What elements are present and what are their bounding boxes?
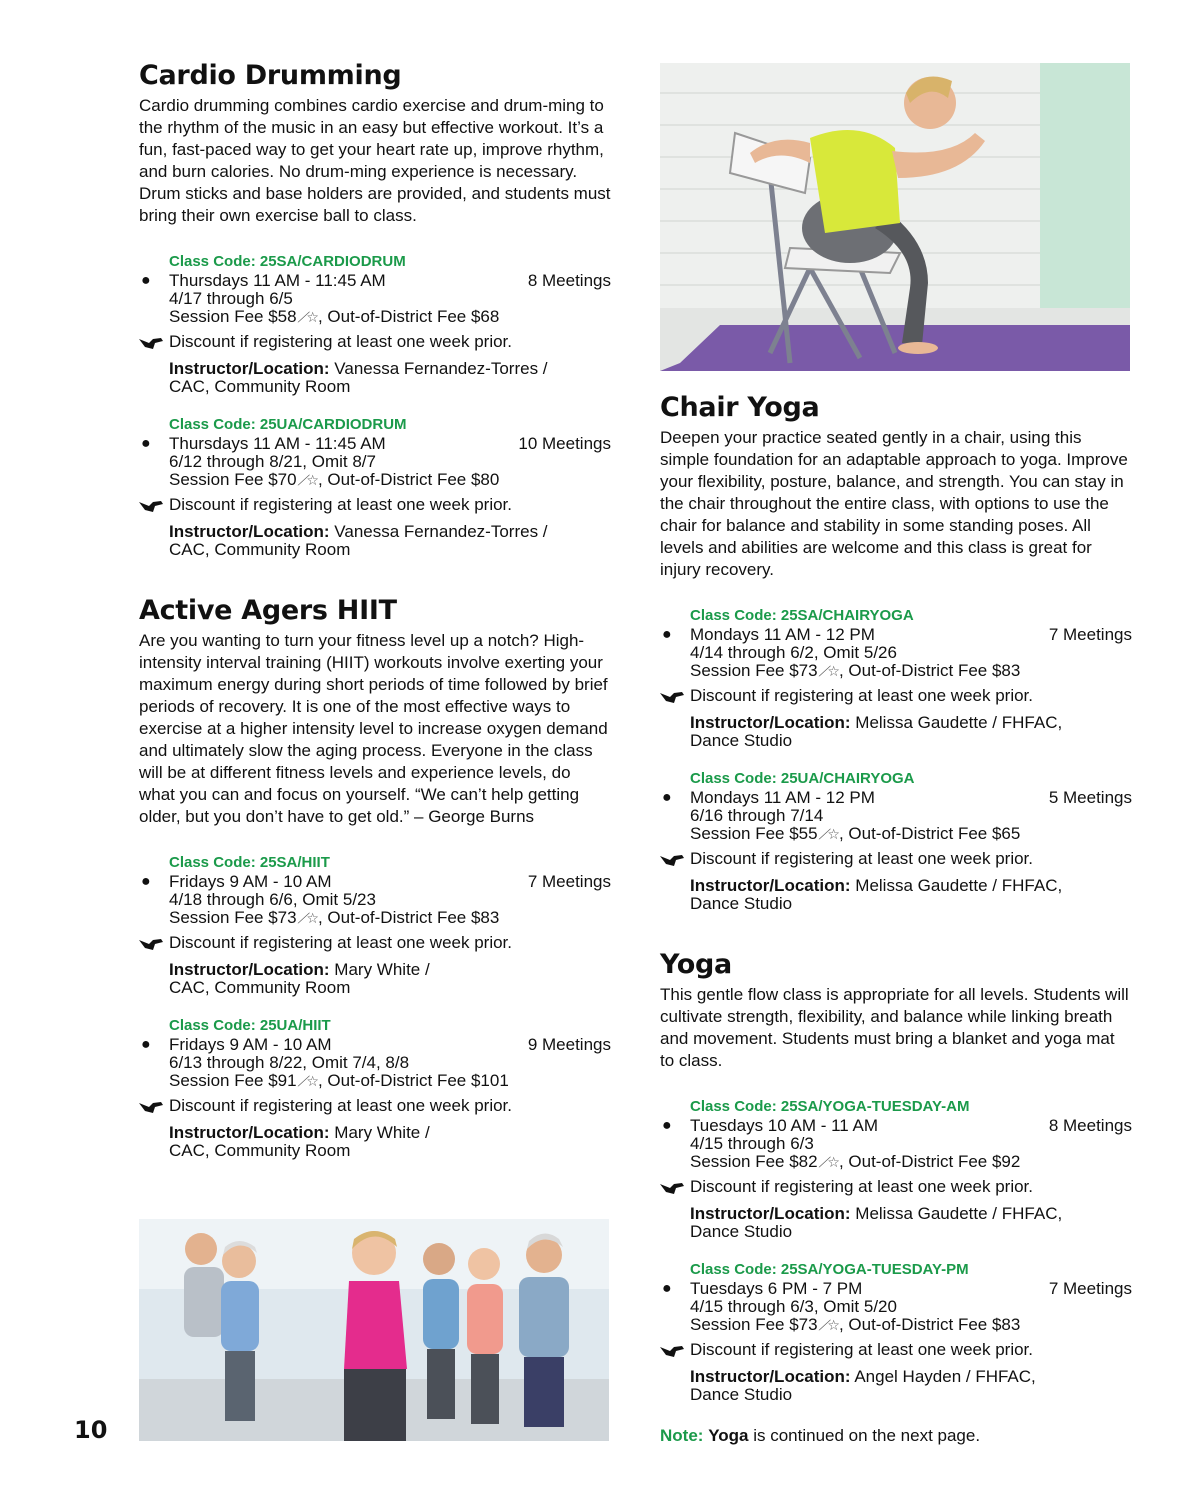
bullet-dot-icon: ●: [662, 1117, 672, 1134]
class-day: Tuesdays 6 PM - 7 PM: [690, 1279, 863, 1298]
class-code: Class Code: 25SA/HIIT: [169, 854, 330, 871]
location-name: Dance Studio: [690, 1222, 793, 1241]
out-of-district-fee: , Out-of-District Fee $83: [838, 661, 1021, 680]
class-dates: 4/18 through 6/6, Omit 5/23: [169, 890, 376, 909]
class-day: Fridays 9 AM - 10 AM: [169, 1035, 332, 1054]
class-block: [660, 1098, 1132, 1241]
class-block: [139, 854, 611, 997]
pointing-hand-icon: [139, 498, 163, 514]
discount-note: [139, 332, 611, 352]
location-name: CAC, Community Room: [169, 377, 351, 396]
right-column: [660, 392, 1132, 1446]
pointing-hand-icon: [139, 1099, 163, 1115]
discount-text: Discount if registering at least one week prior.: [169, 933, 513, 952]
discount-note: [139, 495, 611, 515]
section-title: Yoga: [660, 949, 732, 980]
location-name: CAC, Community Room: [169, 978, 351, 997]
class-dates: 4/17 through 6/5: [169, 289, 293, 308]
session-fee: Session Fee $58: [169, 307, 297, 326]
out-of-district-fee: , Out-of-District Fee $83: [317, 908, 500, 927]
active-agers-photo: [139, 1219, 609, 1441]
instructor-location: [139, 961, 611, 997]
discount-note: [660, 686, 1132, 706]
class-schedule: [139, 1036, 611, 1054]
class-meetings: 7 Meetings: [1048, 625, 1132, 644]
class-block: [139, 416, 611, 559]
bullet-dot-icon: ●: [662, 626, 672, 643]
class-code: Class Code: 25SA/YOGA-TUESDAY-AM: [690, 1098, 970, 1115]
class-meetings: 7 Meetings: [1048, 1279, 1132, 1298]
bullet-dot-icon: ●: [141, 435, 151, 452]
out-of-district-fee: , Out-of-District Fee $83: [838, 1315, 1021, 1334]
class-dates: 4/14 through 6/2, Omit 5/26: [690, 643, 897, 662]
location-name: Dance Studio: [690, 1385, 793, 1404]
class-schedule: [660, 1117, 1132, 1135]
section-yoga: [660, 949, 1132, 1446]
bullet-dot-icon: ●: [141, 873, 151, 890]
class-dates: 6/12 through 8/21, Omit 8/7: [169, 452, 376, 471]
discount-text: Discount if registering at least one week prior.: [169, 1096, 513, 1115]
discount-note: [660, 1177, 1132, 1197]
discount-note: [139, 1096, 611, 1116]
session-fee: Session Fee $73: [690, 661, 818, 680]
pointing-hand-icon: [139, 936, 163, 952]
location-name: Dance Studio: [690, 731, 793, 750]
class-fees: [139, 1072, 611, 1090]
pointing-hand-icon: [660, 852, 684, 868]
class-block: [660, 770, 1132, 913]
session-fee: Session Fee $73: [169, 908, 297, 927]
instructor-label: Instructor/Location:: [690, 876, 851, 895]
session-fee: Session Fee $73: [690, 1315, 818, 1334]
class-schedule: [139, 272, 611, 290]
class-fees: [139, 471, 611, 489]
class-fees: [660, 1316, 1132, 1334]
out-of-district-fee: , Out-of-District Fee $80: [317, 470, 500, 489]
senior-discount-icon: ⟋☆: [297, 1073, 318, 1089]
section-title: Cardio Drumming: [139, 60, 402, 91]
pointing-hand-icon: [660, 1343, 684, 1359]
page-number: 10: [74, 1416, 108, 1444]
discount-text: Discount if registering at least one week prior.: [169, 332, 513, 351]
instructor-location: [660, 1205, 1132, 1241]
instructor-location: [660, 877, 1132, 913]
class-dates: 4/15 through 6/3, Omit 5/20: [690, 1297, 897, 1316]
location-name: Dance Studio: [690, 894, 793, 913]
instructor-name: Mary White /: [329, 1123, 430, 1142]
session-fee: Session Fee $91: [169, 1071, 297, 1090]
class-meetings: 8 Meetings: [1048, 1116, 1132, 1135]
section-title: Active Agers HIIT: [139, 595, 397, 626]
class-schedule: [660, 626, 1132, 644]
bullet-dot-icon: ●: [662, 1280, 672, 1297]
instructor-label: Instructor/Location:: [169, 522, 330, 541]
class-fees: [660, 1153, 1132, 1171]
class-schedule: [139, 435, 611, 453]
class-schedule: [660, 1280, 1132, 1298]
section-active-agers-hiit: [139, 595, 611, 1160]
session-fee: Session Fee $70: [169, 470, 297, 489]
bullet-dot-icon: ●: [662, 789, 672, 806]
section-title: Chair Yoga: [660, 392, 820, 423]
instructor-name: Melissa Gaudette / FHFAC,: [850, 876, 1063, 895]
senior-discount-icon: ⟋☆: [297, 309, 318, 325]
instructor-location: [660, 714, 1132, 750]
class-meetings: 9 Meetings: [527, 1035, 611, 1054]
instructor-name: Melissa Gaudette / FHFAC,: [850, 713, 1063, 732]
note-text: is continued on the next page.: [748, 1426, 981, 1445]
chair-yoga-photo: [660, 63, 1130, 371]
section-chair-yoga: [660, 392, 1132, 913]
class-dates: 4/15 through 6/3: [690, 1134, 814, 1153]
class-meetings: 10 Meetings: [518, 434, 611, 453]
class-schedule: [660, 789, 1132, 807]
class-day: Mondays 11 AM - 12 PM: [690, 788, 875, 807]
class-fees: [139, 308, 611, 326]
instructor-location: [139, 1124, 611, 1160]
class-block: [139, 253, 611, 396]
discount-text: Discount if registering at least one week prior.: [690, 849, 1034, 868]
instructor-location: [139, 360, 611, 396]
class-code: Class Code: 25UA/CHAIRYOGA: [690, 770, 915, 787]
discount-note: [660, 1340, 1132, 1360]
instructor-label: Instructor/Location:: [169, 1123, 330, 1142]
instructor-name: Mary White /: [329, 960, 430, 979]
section-description: Deepen your practice seated gently in a chair, using this simple foundation for an adaptable approach to yoga. Improve your flexibility, posture, balance, and strength. You can stay in the chair throughout the entire class, with options to use the chair for balance and stability in some standing poses. All levels and abilities are welcome and this class is great for injury recovery.: [660, 428, 1128, 579]
session-fee: Session Fee $55: [690, 824, 818, 843]
class-code: Class Code: 25SA/YOGA-TUESDAY-PM: [690, 1261, 969, 1278]
class-block: [660, 1261, 1132, 1404]
out-of-district-fee: , Out-of-District Fee $92: [838, 1152, 1021, 1171]
class-fees: [660, 825, 1132, 843]
discount-text: Discount if registering at least one week prior.: [690, 1340, 1034, 1359]
senior-discount-icon: ⟋☆: [297, 472, 318, 488]
instructor-label: Instructor/Location:: [169, 359, 330, 378]
instructor-label: Instructor/Location:: [690, 713, 851, 732]
senior-discount-icon: ⟋☆: [818, 1154, 839, 1170]
bullet-dot-icon: ●: [141, 272, 151, 289]
class-fees: [660, 662, 1132, 680]
class-block: [139, 1017, 611, 1160]
class-meetings: 5 Meetings: [1048, 788, 1132, 807]
out-of-district-fee: , Out-of-District Fee $65: [838, 824, 1021, 843]
class-code: Class Code: 25UA/HIIT: [169, 1017, 331, 1034]
class-block: [660, 607, 1132, 750]
discount-note: [660, 849, 1132, 869]
section-cardio-drumming: [139, 60, 611, 559]
class-dates: 6/16 through 7/14: [690, 806, 824, 825]
continued-note: [660, 1426, 1132, 1446]
class-day: Thursdays 11 AM - 11:45 AM: [169, 271, 386, 290]
section-description: Cardio drumming combines cardio exercise and drum-ming to the rhythm of the music in an easy but effective workout. It’s a fun, fast-paced way to get your heart rate up, improve rhythm, and burn calories. No drum-ming experience is necessary. Drum sticks and base holders are provided, and students must bring their own exercise ball to class.: [139, 96, 611, 225]
location-name: CAC, Community Room: [169, 1141, 351, 1160]
class-day: Fridays 9 AM - 10 AM: [169, 872, 332, 891]
senior-discount-icon: ⟋☆: [297, 910, 318, 926]
senior-discount-icon: ⟋☆: [818, 1317, 839, 1333]
class-day: Tuesdays 10 AM - 11 AM: [690, 1116, 879, 1135]
class-meetings: 8 Meetings: [527, 271, 611, 290]
section-description: Are you wanting to turn your fitness level up a notch? High-intensity interval training (HIIT) workouts involve exerting your maximum energy during short periods of time followed by brief periods of recovery. It is one of the most effective ways to exercise at a higher intensity level to increase oxygen demand and ultimately slow the aging process. Everyone in the class will be at different fitness levels and experience levels, do what you can and focus on yourself. “We can’t help getting older, but you don’t have to get old.” – George Burns: [139, 631, 608, 826]
class-day: Thursdays 11 AM - 11:45 AM: [169, 434, 386, 453]
senior-discount-icon: ⟋☆: [818, 826, 839, 842]
class-code: Class Code: 25SA/CHAIRYOGA: [690, 607, 914, 624]
pointing-hand-icon: [660, 689, 684, 705]
class-fees: [139, 909, 611, 927]
class-code: Class Code: 25UA/CARDIODRUM: [169, 416, 407, 433]
instructor-name: Vanessa Fernandez-Torres /: [329, 522, 548, 541]
bullet-dot-icon: ●: [141, 1036, 151, 1053]
discount-note: [139, 933, 611, 953]
discount-text: Discount if registering at least one week prior.: [690, 1177, 1034, 1196]
instructor-label: Instructor/Location:: [169, 960, 330, 979]
section-description: This gentle flow class is appropriate for all levels. Students will cultivate strength, flexibility, and balance while linking breath and movement. Students must bring a blanket and yoga mat to class.: [660, 985, 1129, 1070]
pointing-hand-icon: [660, 1180, 684, 1196]
instructor-label: Instructor/Location:: [690, 1367, 851, 1386]
senior-discount-icon: ⟋☆: [818, 663, 839, 679]
note-bold: Yoga: [708, 1426, 749, 1445]
out-of-district-fee: , Out-of-District Fee $68: [317, 307, 500, 326]
pointing-hand-icon: [139, 335, 163, 351]
discount-text: Discount if registering at least one week prior.: [169, 495, 513, 514]
instructor-location: [139, 523, 611, 559]
class-code: Class Code: 25SA/CARDIODRUM: [169, 253, 406, 270]
left-column: [139, 60, 611, 1160]
class-day: Mondays 11 AM - 12 PM: [690, 625, 875, 644]
note-label: Note:: [660, 1426, 704, 1445]
discount-text: Discount if registering at least one week prior.: [690, 686, 1034, 705]
instructor-name: Angel Hayden / FHFAC,: [850, 1367, 1036, 1386]
class-dates: 6/13 through 8/22, Omit 7/4, 8/8: [169, 1053, 410, 1072]
out-of-district-fee: , Out-of-District Fee $101: [317, 1071, 509, 1090]
instructor-name: Vanessa Fernandez-Torres /: [329, 359, 548, 378]
instructor-label: Instructor/Location:: [690, 1204, 851, 1223]
location-name: CAC, Community Room: [169, 540, 351, 559]
instructor-name: Melissa Gaudette / FHFAC,: [850, 1204, 1063, 1223]
instructor-location: [660, 1368, 1132, 1404]
session-fee: Session Fee $82: [690, 1152, 818, 1171]
class-schedule: [139, 873, 611, 891]
class-meetings: 7 Meetings: [527, 872, 611, 891]
